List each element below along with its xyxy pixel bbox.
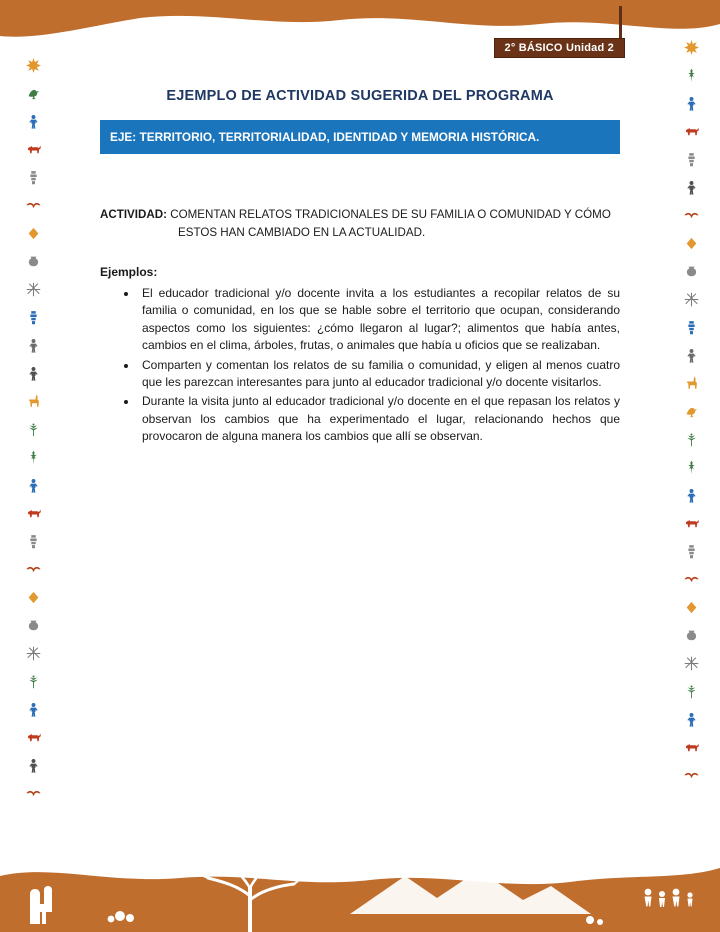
condor-icon	[26, 198, 41, 213]
unit-badge: 2° BÁSICO Unidad 2	[494, 38, 625, 58]
plant-icon	[26, 674, 41, 689]
sun-icon	[684, 40, 699, 55]
right-icon-column	[682, 40, 700, 783]
starburst-icon	[26, 646, 41, 661]
example-bullet: • Durante la visita junto al educador tradicional y/o docente en el que repasan los relatos y observan los cambios que ha experimentado el lugar, relacionando hechos que provocaron de alguna manera los cambios que allí se observan.	[138, 393, 620, 445]
bird-icon	[26, 86, 41, 101]
llama-icon	[684, 376, 699, 391]
pot-icon	[26, 618, 41, 633]
person-icon	[26, 114, 41, 129]
person-icon	[26, 478, 41, 493]
main-content	[100, 88, 620, 447]
llama-icon	[26, 394, 41, 409]
plant-icon	[26, 422, 41, 437]
activity-text	[100, 206, 620, 241]
starburst-icon	[26, 282, 41, 297]
pot-icon	[26, 254, 41, 269]
person-icon	[684, 180, 699, 195]
footer-landscape	[0, 832, 720, 932]
examples-list	[100, 285, 620, 446]
fox-icon	[684, 740, 699, 755]
diamond-icon	[684, 600, 699, 615]
condor-icon	[684, 572, 699, 587]
condor-icon	[26, 562, 41, 577]
person-icon	[684, 348, 699, 363]
totem-icon	[684, 152, 699, 167]
totem-icon	[26, 534, 41, 549]
eje-banner: EJE: TERRITORIO, TERRITORIALIDAD, IDENTIDAD Y MEMORIA HISTÓRICA.	[100, 120, 620, 154]
fox-icon	[684, 516, 699, 531]
lizard-icon	[26, 450, 41, 465]
diamond-icon	[26, 590, 41, 605]
person-icon	[26, 758, 41, 773]
totem-icon	[26, 310, 41, 325]
starburst-icon	[684, 656, 699, 671]
person-icon	[684, 712, 699, 727]
bird-icon	[684, 404, 699, 419]
totem-icon	[684, 320, 699, 335]
page-title: EJEMPLO DE ACTIVIDAD SUGERIDA DEL PROGRAMA	[166, 88, 554, 104]
sun-icon	[26, 58, 41, 73]
diamond-icon	[684, 236, 699, 251]
fox-icon	[684, 124, 699, 139]
fox-icon	[26, 730, 41, 745]
pot-icon	[684, 264, 699, 279]
left-icon-column	[24, 58, 42, 801]
activity-label: ACTIVIDAD:	[100, 208, 167, 222]
person-icon	[684, 488, 699, 503]
totem-icon	[684, 544, 699, 559]
totem-icon	[26, 170, 41, 185]
pot-icon	[684, 628, 699, 643]
plant-icon	[684, 432, 699, 447]
condor-icon	[26, 786, 41, 801]
person-icon	[26, 366, 41, 381]
activity-body: COMENTAN RELATOS TRADICIONALES DE SU FAMILIA O COMUNIDAD Y CÓMO ESTOS HAN CAMBIADO EN LA ACTUALIDAD.	[166, 208, 611, 239]
condor-icon	[684, 208, 699, 223]
example-bullet: • Comparten y comentan los relatos de su familia o comunidad, y eligen al menos cuatro que les parezcan interesantes para junto al educador tradicional y/o docente visitarlos.	[138, 357, 620, 392]
condor-icon	[684, 768, 699, 783]
examples-heading: Ejemplos:	[100, 264, 158, 279]
example-bullet: • El educador tradicional y/o docente invita a los estudiantes a recopilar relatos de su familia o comunidad, en los que se hable sobre el territorio que ocupan, considerando aspectos como los siguientes: ¿cómo llegaron al lugar?; alimentos que había antes, cambios en el clima, árboles, frutas, o animales que había u oficios que se realizaban.	[138, 285, 620, 355]
fox-icon	[26, 506, 41, 521]
person-icon	[684, 96, 699, 111]
lizard-icon	[684, 68, 699, 83]
person-icon	[26, 338, 41, 353]
fox-icon	[26, 142, 41, 157]
plant-icon	[684, 684, 699, 699]
diamond-icon	[26, 226, 41, 241]
lizard-icon	[684, 460, 699, 475]
mountains-silhouette	[350, 870, 591, 914]
person-icon	[26, 702, 41, 717]
starburst-icon	[684, 292, 699, 307]
